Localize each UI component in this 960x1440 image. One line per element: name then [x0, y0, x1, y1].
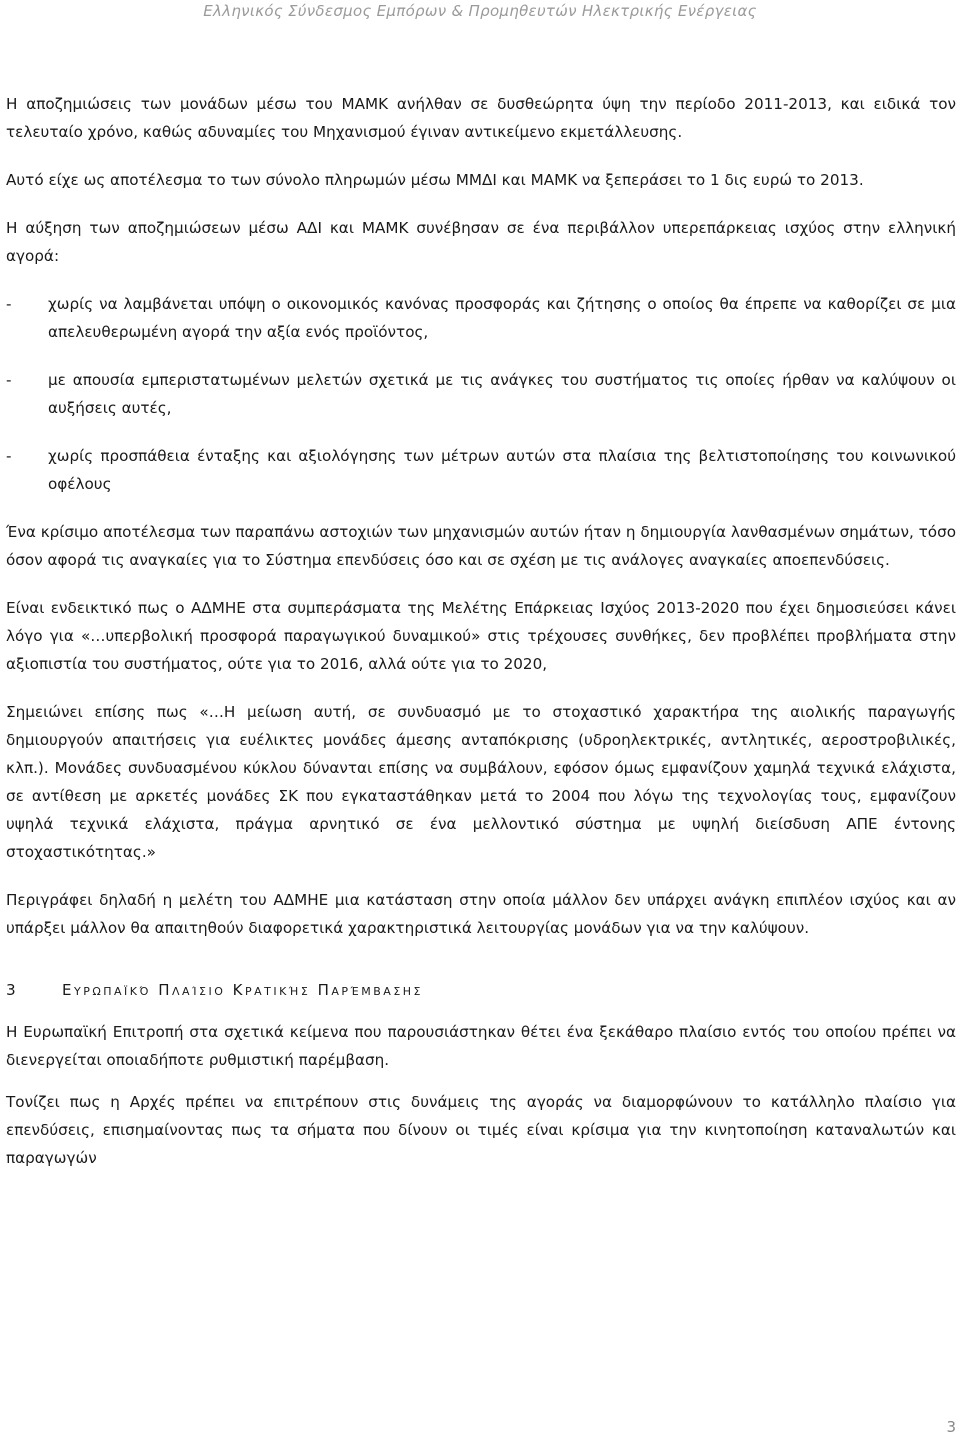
paragraph: Η Ευρωπαϊκή Επιτροπή στα σχετικά κείμενα που παρουσιάστηκαν θέτει ένα ξεκάθαρο πλαίσιο εντός του οποίου πρέπει να διενεργείται οποιαδήποτε ρυθμιστική παρέμβαση.: [6, 1023, 956, 1069]
list-dash: -: [6, 447, 12, 465]
document-body: [6, 90, 956, 1172]
list-dash: -: [6, 371, 12, 389]
list-item-text: χωρίς να λαμβάνεται υπόψη ο οικονομικός κανόνας προσφοράς και ζήτησης ο οποίος θα έπρεπε να καθορίζει σε μια απελευθερωμένη αγορά την αξία ενός προϊόντος,: [48, 295, 956, 341]
paragraph: Περιγράφει δηλαδή η μελέτη του ΑΔΜΗΕ μια κατάσταση στην οποία μάλλον δεν υπάρχει ανάγκη επιπλέον ισχύος και αν υπάρξει μάλλον θα απαιτηθούν διαφορετικά χαρακτηριστικά λειτουργίας μονάδων για να την καλύψουν.: [6, 891, 956, 937]
list-item: [6, 366, 956, 422]
list-item-text: χωρίς προσπάθεια ένταξης και αξιολόγησης των μέτρων αυτών στα πλαίσια της βελτιστοποίησης του κοινωνικού οφέλους: [48, 447, 956, 493]
paragraph: Ένα κρίσιμο αποτέλεσμα των παραπάνω αστοχιών των μηχανισμών αυτών ήταν η δημιουργία λανθασμένων σημάτων, τόσο όσον αφορά τις αναγκαίες για το Σύστημα επενδύσεις όσο και σε σχέση με τις ανάλογες αναγκαίες αποεπενδύσεις.: [6, 523, 956, 569]
paragraph: Η αποζημιώσεις των μονάδων μέσω του ΜΑΜΚ ανήλθαν σε δυσθεώρητα ύψη την περίοδο 2011-2013, και ειδικά τον τελευταίο χρόνο, καθώς αδυναμίες του Μηχανισμού έγιναν αντικείμενο εκμετάλλευσης.: [6, 95, 956, 141]
paragraph: Η αύξηση των αποζημιώσεων μέσω ΑΔΙ και ΜΑΜΚ συνέβησαν σε ένα περιβάλλον υπερεπάρκειας ισχύος στην ελληνική αγορά:: [6, 219, 956, 265]
list-item: [6, 290, 956, 346]
paragraph: Αυτό είχε ως αποτέλεσμα το των σύνολο πληρωμών μέσω ΜΜΔΙ και ΜΑΜΚ να ξεπεράσει το 1 δις ευρώ το 2013.: [6, 171, 864, 189]
list-dash: -: [6, 295, 12, 313]
document-header: Ελληνικός Σύνδεσμος Εμπόρων & Προμηθευτών Ηλεκτρικής Ενέργειας: [203, 2, 757, 20]
section-heading: [6, 976, 956, 1004]
paragraph: Είναι ενδεικτικό πως ο ΑΔΜΗΕ στα συμπεράσματα της Μελέτης Επάρκειας Ισχύος 2013-2020 που έχει δημοσιεύσει κάνει λόγο για «…υπερβολική προσφορά παραγωγικού δυναμικού» στις τρέχουσες συνθήκες, δεν προβλέπει προβλήματα στην αξιοπιστία του συστήματος, ούτε για το 2016, αλλά ούτε για το 2020,: [6, 599, 956, 673]
page-number: 3: [946, 1418, 956, 1436]
paragraph: Τονίζει πως η Αρχές πρέπει να επιτρέπουν στις δυνάμεις της αγοράς να διαμορφώνουν το κατάλληλο πλαίσιο για επενδύσεις, επισημαίνοντας πως τα σήματα που δίνουν οι τιμές είναι κρίσιμα για την κινητοποίηση καταναλωτών και παραγωγών: [6, 1093, 956, 1167]
paragraph: Σημειώνει επίσης πως «…Η μείωση αυτή, σε συνδυασμό με το στοχαστικό χαρακτήρα της αιολικής παραγωγής δημιουργούν απαιτήσεις για ευέλικτες μονάδες άμεσης ανταπόκρισης (υδροηλεκτρικές, αντλητικές, αεροστροβιλικές, κλπ.). Μονάδες συνδυασμένου κύκλου δύνανται επίσης να συμβάλουν, εφόσον όμως εμφανίζουν χαμηλά τεχνικά ελάχιστα, σε αντίθεση με αρκετές μονάδες ΣΚ που εγκαταστάθηκαν μετά το 2004 που λόγω της τεχνολογίας τους, εμφανίζουν υψηλά τεχνικά ελάχιστα, πράγμα αρνητικό σε ένα μελλοντικό σύστημα με υψηλή διείσδυση ΑΠΕ έντονης στοχαστικότητας.»: [6, 703, 956, 861]
list-item: [6, 442, 956, 498]
section-title: Ευρωπαϊκό Πλαίσιο Κρατικής Παρέμβασης: [62, 981, 423, 999]
section-number: 3: [6, 981, 16, 999]
list-item-text: με απουσία εμπεριστατωμένων μελετών σχετικά με τις ανάγκες του συστήματος τις οποίες ήρθαν να καλύψουν οι αυξήσεις αυτές,: [48, 371, 956, 417]
